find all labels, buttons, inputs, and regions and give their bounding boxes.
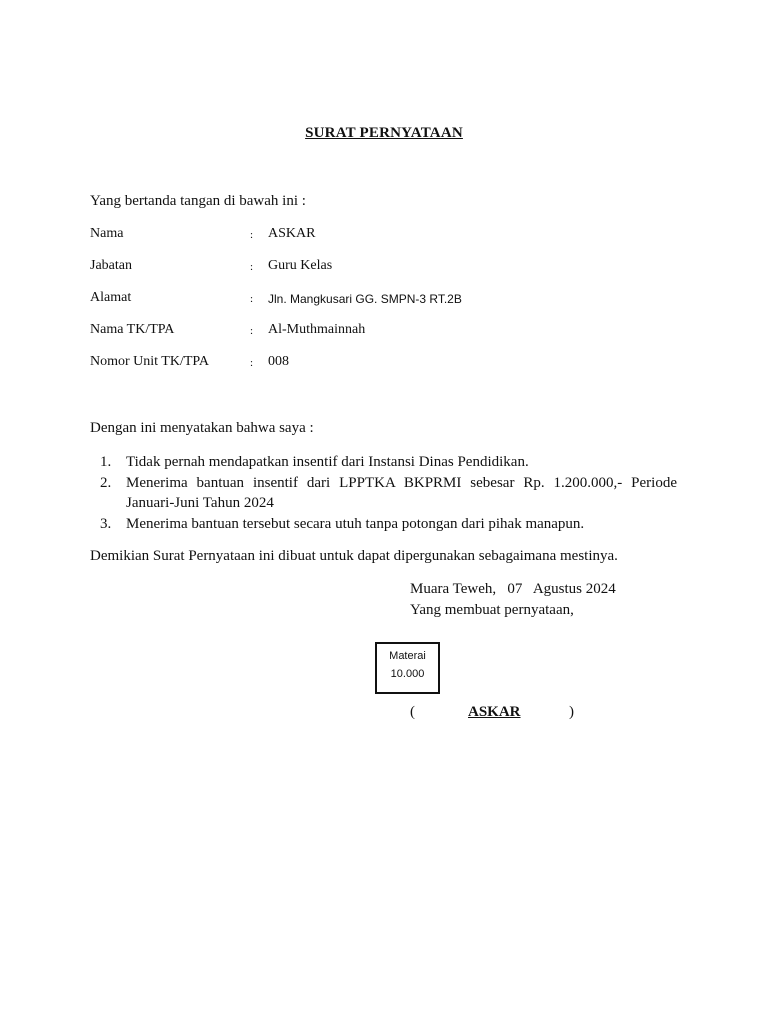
- identity-row-nama: [90, 226, 690, 246]
- identity-colon: :: [250, 229, 254, 241]
- statement-lead-text: Dengan ini menyatakan bahwa saya :: [90, 420, 314, 436]
- stamp-value: 10.000: [390, 668, 425, 680]
- statement-list: [90, 452, 677, 534]
- statement-item: [90, 514, 677, 535]
- statement-number: 1.: [100, 454, 112, 470]
- identity-row-jabatan: [90, 258, 690, 278]
- statement-text: Menerima bantuan insentif dari LPPTKA BKPRMI sebesar Rp. 1.200.000,- Periode Januari-Juni Tahun 2024: [126, 474, 677, 511]
- identity-label: Nama: [90, 226, 124, 241]
- identity-row-nomor-unit: [90, 354, 690, 374]
- statement-text: Tidak pernah mendapatkan insentif dari Instansi Dinas Pendidikan.: [126, 454, 529, 470]
- identity-colon: :: [250, 325, 254, 337]
- intro-text: Yang bertanda tangan di bawah ini :: [90, 193, 306, 209]
- statement-number: 2.: [100, 474, 112, 491]
- statement-number: 3.: [100, 515, 112, 532]
- signer-line: Yang membuat pernyataan,: [410, 602, 574, 618]
- statement-text: Menerima bantuan tersebut secara utuh tanpa potongan dari pihak manapun.: [126, 515, 585, 532]
- identity-label: Nama TK/TPA: [90, 322, 175, 337]
- identity-colon: :: [250, 293, 254, 305]
- signature-close-paren: ): [569, 704, 574, 720]
- identity-value: Al-Muthmainnah: [268, 322, 366, 337]
- statement-item: [90, 473, 677, 514]
- identity-value: 008: [268, 354, 289, 369]
- identity-value: Guru Kelas: [268, 258, 333, 273]
- signature-open-paren: (: [410, 704, 415, 720]
- identity-row-nama-tk-tpa: [90, 322, 690, 342]
- identity-colon: :: [250, 357, 254, 369]
- statement-item: [90, 452, 677, 473]
- identity-label: Nomor Unit TK/TPA: [90, 354, 210, 369]
- materai-stamp-box: [375, 642, 440, 694]
- place-date: Muara Teweh, 07 Agustus 2024: [410, 581, 616, 597]
- signature-row: [410, 704, 590, 724]
- closing-text: Demikian Surat Pernyataan ini dibuat untuk dapat dipergunakan sebagaimana mestinya.: [90, 548, 618, 564]
- identity-colon: :: [250, 261, 254, 273]
- identity-label: Alamat: [90, 290, 132, 305]
- identity-value: ASKAR: [268, 226, 316, 241]
- signature-name: ASKAR: [468, 704, 521, 720]
- stamp-label: Materai: [389, 650, 426, 662]
- document-title: SURAT PERNYATAAN: [305, 125, 463, 141]
- identity-label: Jabatan: [90, 258, 132, 273]
- identity-value: Jln. Mangkusari GG. SMPN-3 RT.2B: [268, 292, 462, 306]
- identity-row-alamat: [90, 290, 690, 310]
